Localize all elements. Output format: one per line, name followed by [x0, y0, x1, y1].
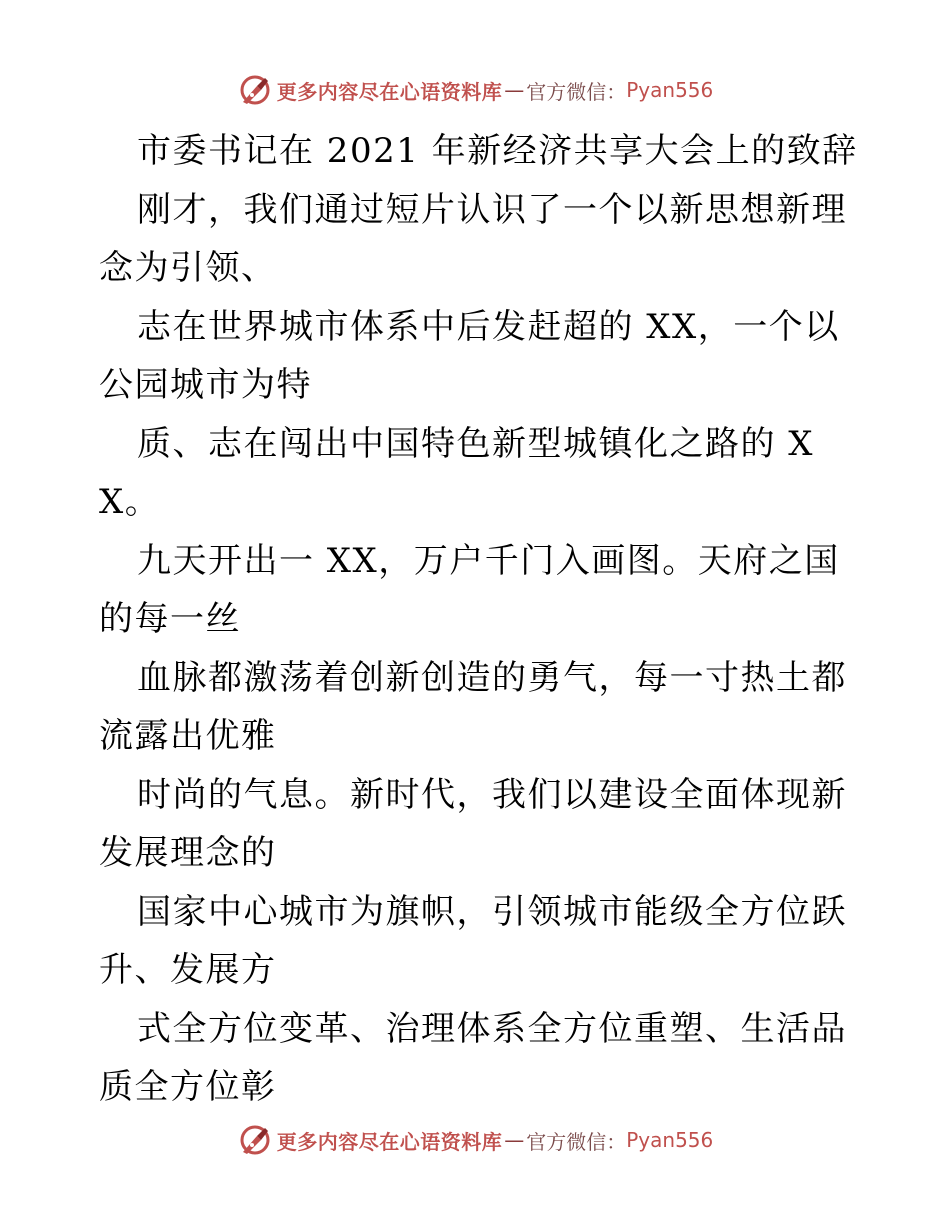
paragraph: 刚才，我们通过短片认识了一个以新思想新理念为引领、 [99, 189, 847, 288]
paragraph: 国家中心城市为旗帜，引领城市能级全方位跃升、发展方 [99, 891, 847, 990]
footer-brand-bar [0, 1120, 950, 1160]
document-body [99, 122, 859, 1117]
document-title: 市委书记在 2021 年新经济共享大会上的致辞 [137, 131, 858, 171]
paragraph: 血脉都激荡着创新创造的勇气，每一寸热土都流露出优雅 [99, 657, 847, 756]
paragraph: 志在世界城市体系中后发赶超的 XX，一个以公园城市为特 [99, 306, 840, 405]
pen-nib-logo-icon [237, 72, 273, 108]
footer-wechat-label: 官方微信： [526, 1129, 627, 1154]
footer-brand-name: 更多内容尽在心语资料库 [276, 1129, 503, 1154]
header-wechat-label: 官方微信： [526, 79, 627, 104]
pen-nib-logo-icon [237, 1122, 273, 1158]
paragraph: 式全方位变革、治理体系全方位重塑、生活品质全方位彰 [99, 1008, 847, 1107]
header-wechat-id: Pyan556 [626, 78, 714, 102]
footer-wechat-id: Pyan556 [626, 1128, 714, 1152]
paragraph: 九天开出一 XX，万户千门入画图。天府之国的每一丝 [99, 540, 840, 639]
paragraph: 质、志在闯出中国特色新型城镇化之路的 XX。 [99, 423, 815, 522]
paragraph: 时尚的气息。新时代，我们以建设全面体现新发展理念的 [99, 774, 847, 873]
header-brand-name: 更多内容尽在心语资料库 [276, 79, 503, 104]
header-brand-bar [0, 70, 950, 110]
footer-separator: — [504, 1128, 525, 1152]
header-separator: — [504, 78, 525, 102]
